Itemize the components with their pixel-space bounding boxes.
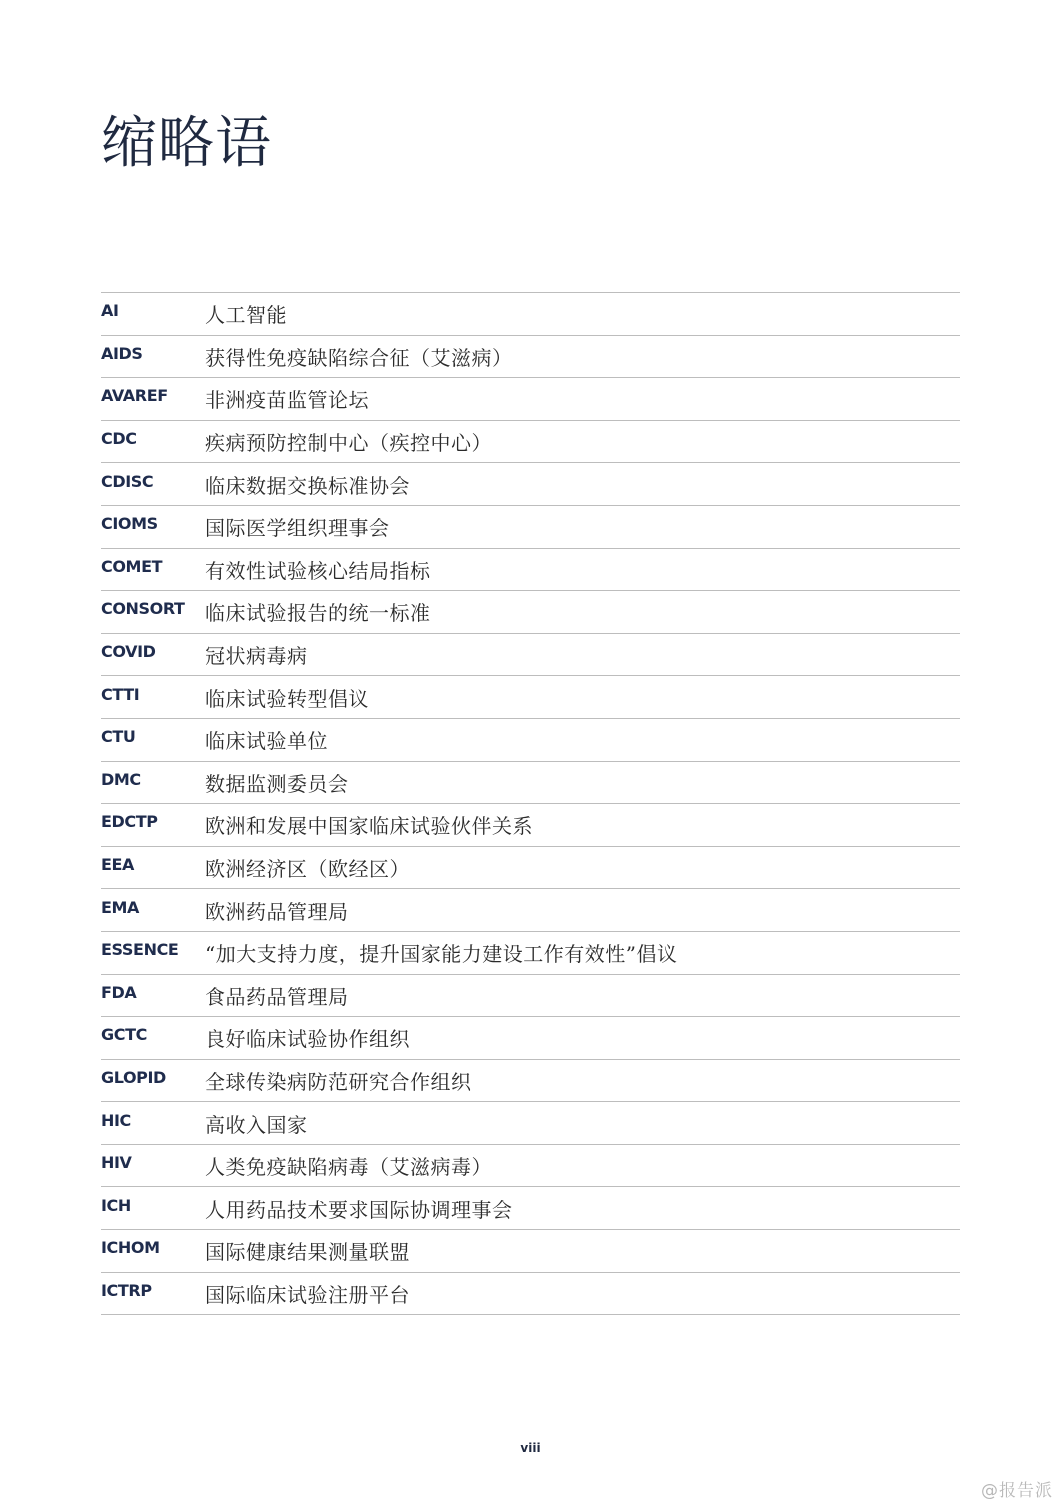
table-row [101, 1145, 960, 1188]
abbreviation-definition: 人工智能 [205, 303, 287, 328]
abbreviation-term: DMC [101, 769, 141, 789]
table-row [101, 762, 960, 805]
abbreviation-definition: 非洲疫苗监管论坛 [205, 388, 369, 413]
abbreviation-definition: “加大支持力度，提升国家能力建设工作有效性”倡议 [205, 942, 678, 967]
table-row [101, 463, 960, 506]
abbreviation-term: CONSORT [101, 599, 185, 619]
abbreviation-term: FDA [101, 982, 137, 1002]
abbreviation-term: CIOMS [101, 514, 158, 534]
table-row [101, 975, 960, 1018]
table-row [101, 336, 960, 379]
abbreviation-definition: 疾病预防控制中心（疾控中心） [205, 431, 492, 456]
table-row [101, 804, 960, 847]
abbreviation-definition: 数据监测委员会 [205, 771, 349, 796]
abbreviation-table [101, 292, 960, 1315]
abbreviation-definition: 人用药品技术要求国际协调理事会 [205, 1197, 513, 1222]
abbreviation-term: ICHOM [101, 1238, 160, 1258]
abbreviation-term: CDISC [101, 471, 154, 491]
abbreviation-term: CTTI [101, 684, 140, 704]
abbreviation-definition: 食品药品管理局 [205, 984, 349, 1009]
abbreviation-definition: 欧洲和发展中国家临床试验伙伴关系 [205, 814, 533, 839]
abbreviation-term: GLOPID [101, 1067, 166, 1087]
abbreviation-definition: 临床试验转型倡议 [205, 686, 369, 711]
abbreviation-definition: 良好临床试验协作组织 [205, 1027, 410, 1052]
table-row [101, 549, 960, 592]
abbreviation-term: HIC [101, 1110, 131, 1130]
abbreviation-term: COMET [101, 556, 163, 576]
page-number: viii [520, 1441, 541, 1455]
table-row [101, 293, 960, 336]
abbreviation-term: EEA [101, 855, 135, 875]
abbreviation-term: EDCTP [101, 812, 158, 832]
table-row [101, 421, 960, 464]
abbreviation-term: COVID [101, 642, 156, 662]
abbreviation-definition: 有效性试验核心结局指标 [205, 558, 431, 583]
abbreviation-definition: 临床试验报告的统一标准 [205, 601, 431, 626]
abbreviation-definition: 人类免疫缺陷病毒（艾滋病毒） [205, 1155, 492, 1180]
table-row [101, 676, 960, 719]
abbreviation-term: ICTRP [101, 1280, 152, 1300]
abbreviation-definition: 欧洲经济区（欧经区） [205, 857, 410, 882]
abbreviation-term: ESSENCE [101, 940, 179, 960]
table-row [101, 591, 960, 634]
table-row [101, 719, 960, 762]
abbreviation-term: AI [101, 301, 119, 321]
table-row [101, 1060, 960, 1103]
abbreviation-definition: 临床试验单位 [205, 729, 328, 754]
table-row [101, 634, 960, 677]
abbreviation-term: ICH [101, 1195, 131, 1215]
table-row [101, 847, 960, 890]
table-row [101, 1187, 960, 1230]
abbreviation-definition: 欧洲药品管理局 [205, 899, 349, 924]
table-row [101, 1017, 960, 1060]
table-row [101, 1230, 960, 1273]
table-row [101, 1273, 960, 1316]
abbreviation-definition: 临床数据交换标准协会 [205, 473, 410, 498]
table-row [101, 1102, 960, 1145]
abbreviation-term: AVAREF [101, 386, 168, 406]
table-row [101, 889, 960, 932]
table-row [101, 506, 960, 549]
abbreviation-definition: 国际临床试验注册平台 [205, 1282, 410, 1307]
abbreviation-definition: 获得性免疫缺陷综合征（艾滋病） [205, 345, 513, 370]
abbreviation-term: CDC [101, 429, 137, 449]
abbreviation-term: AIDS [101, 343, 143, 363]
abbreviation-term: HIV [101, 1153, 132, 1173]
table-row [101, 932, 960, 975]
watermark: @报告派 [981, 1481, 1053, 1501]
abbreviation-term: CTU [101, 727, 136, 747]
table-row [101, 378, 960, 421]
abbreviation-definition: 国际医学组织理事会 [205, 516, 390, 541]
abbreviation-definition: 高收入国家 [205, 1112, 308, 1137]
abbreviation-term: GCTC [101, 1025, 147, 1045]
abbreviation-definition: 国际健康结果测量联盟 [205, 1240, 410, 1265]
page-title: 缩略语 [101, 111, 272, 176]
abbreviation-definition: 冠状病毒病 [205, 644, 308, 669]
abbreviation-term: EMA [101, 897, 140, 917]
abbreviation-definition: 全球传染病防范研究合作组织 [205, 1069, 472, 1094]
